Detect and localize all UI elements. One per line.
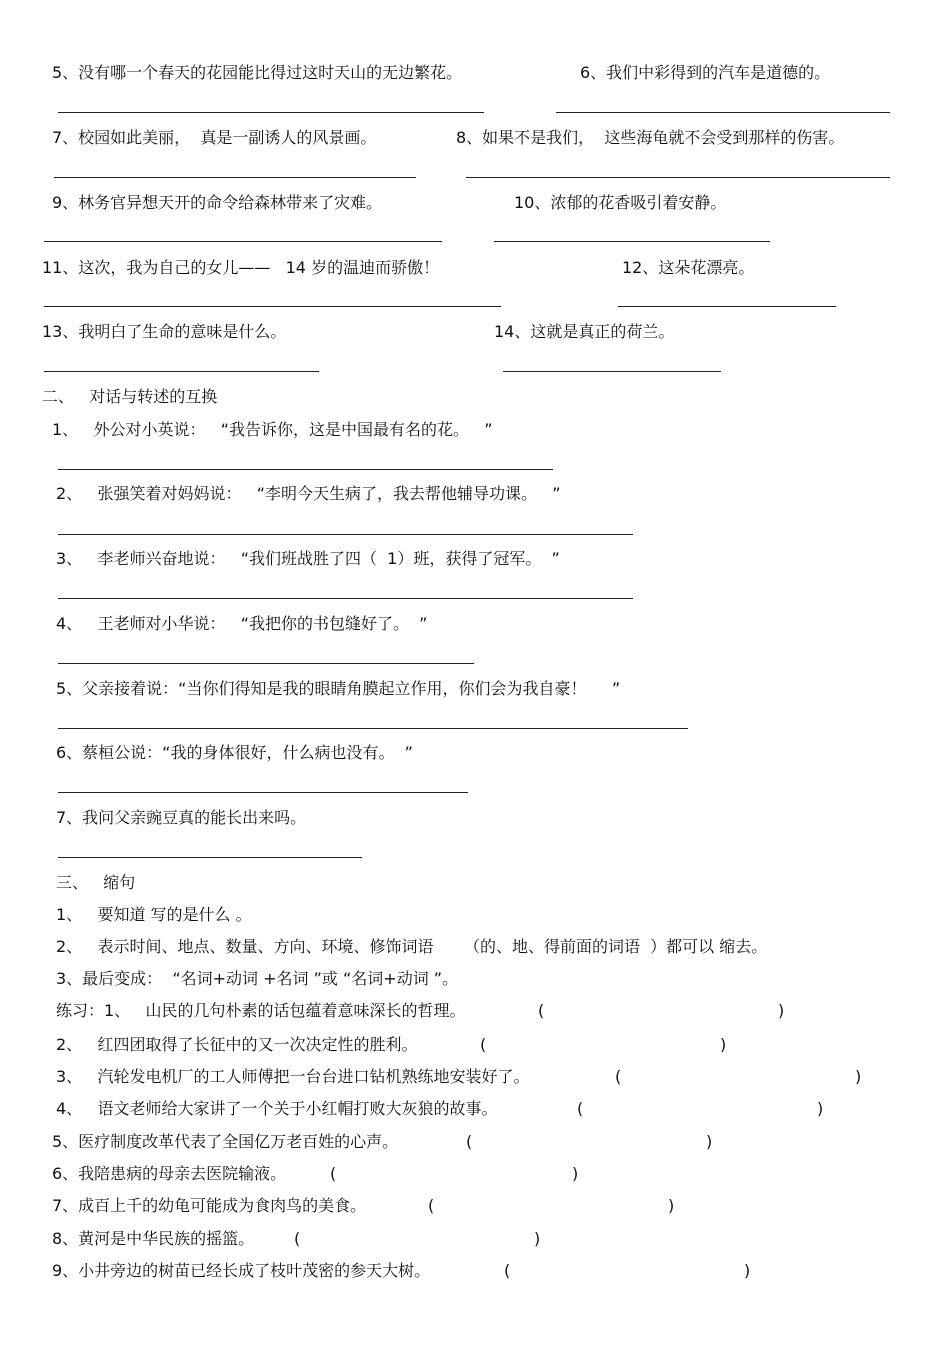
s2-item-4: 4、 王老师对小华说： “我把你的书包缝好了。 ” [56, 614, 428, 633]
answer-line[interactable] [44, 306, 501, 307]
paren-close: ) [720, 1035, 727, 1054]
paren-open: ( [466, 1132, 473, 1151]
s2-item-3: 3、 李老师兴奋地说： “我们班战胜了四（ 1）班，获得了冠军。 ” [56, 549, 560, 568]
s1-item-7: 7、校园如此美丽， 真是一副诱人的风景画。 [52, 128, 377, 147]
paren-close: ) [668, 1196, 675, 1215]
exercise-5: 5、医疗制度改革代表了全国亿万老百姓的心声。 [52, 1132, 399, 1151]
exercise-6: 6、我陪患病的母亲去医院输液。 [52, 1164, 287, 1183]
s1-item-11: 11、这次，我为自己的女儿—— 14 岁的温迪而骄傲！ [42, 258, 440, 277]
s1-item-5: 5、没有哪一个春天的花园能比得过这时天山的无边繁花。 [52, 63, 463, 82]
answer-line[interactable] [58, 728, 688, 729]
paren-open: ( [577, 1099, 584, 1118]
paren-close: ) [706, 1132, 713, 1151]
exercise-8: 8、黄河是中华民族的摇篮。 [52, 1229, 255, 1248]
paren-close: ) [817, 1099, 824, 1118]
s2-item-7: 7、我问父亲豌豆真的能长出来吗。 [56, 808, 307, 827]
answer-line[interactable] [503, 371, 721, 372]
exercise-9: 9、小井旁边的树苗已经长成了枝叶茂密的参天大树。 [52, 1261, 431, 1280]
paren-close: ) [855, 1067, 862, 1086]
paren-open: ( [615, 1067, 622, 1086]
s1-item-6: 6、我们中彩得到的汽车是道德的。 [580, 63, 831, 82]
answer-line[interactable] [466, 177, 890, 178]
paren-close: ) [744, 1261, 751, 1280]
paren-open: ( [480, 1035, 487, 1054]
paren-open: ( [294, 1229, 301, 1248]
answer-line[interactable] [494, 241, 770, 242]
exercise-2: 2、 红四团取得了长征中的又一次决定性的胜利。 [56, 1035, 418, 1054]
rule-2: 2、 表示时间、地点、数量、方向、环境、修饰词语 （的、地、得前面的词语 ）都可以 缩去。 [56, 937, 768, 956]
answer-line[interactable] [618, 306, 836, 307]
answer-line[interactable] [54, 177, 416, 178]
answer-line[interactable] [44, 241, 442, 242]
answer-line[interactable] [556, 112, 890, 113]
paren-open: ( [504, 1261, 511, 1280]
exercise-7: 7、成百上千的幼龟可能成为食肉鸟的美食。 [52, 1196, 367, 1215]
exercise-1: 练习：1、 山民的几句朴素的话包蕴着意味深长的哲理。 [56, 1001, 466, 1020]
answer-line[interactable] [58, 534, 633, 535]
paren-open: ( [330, 1164, 337, 1183]
paren-open: ( [428, 1196, 435, 1215]
paren-close: ) [572, 1164, 579, 1183]
s2-item-2: 2、 张强笑着对妈妈说： “李明今天生病了，我去帮他辅导功课。 ” [56, 484, 561, 503]
answer-line[interactable] [58, 469, 553, 470]
answer-line[interactable] [58, 112, 484, 113]
s1-item-10: 10、浓郁的花香吸引着安静。 [514, 193, 727, 212]
section-2-heading: 二、 对话与转述的互换 [42, 387, 218, 406]
paren-close: ) [778, 1001, 785, 1020]
paren-close: ) [534, 1229, 541, 1248]
s2-item-5: 5、父亲接着说：“当你们得知是我的眼睛角膜起立作用，你们会为我自豪！ ” [56, 679, 621, 698]
exercise-3: 3、 汽轮发电机厂的工人师傅把一台台进口钻机熟练地安装好了。 [56, 1067, 530, 1086]
exercise-4: 4、 语文老师给大家讲了一个关于小红帽打败大灰狼的故事。 [56, 1099, 498, 1118]
s1-item-13: 13、我明白了生命的意味是什么。 [42, 322, 287, 341]
answer-line[interactable] [58, 792, 468, 793]
answer-line[interactable] [44, 371, 319, 372]
answer-line[interactable] [58, 857, 362, 858]
s1-item-12: 12、这朵花漂亮。 [622, 258, 755, 277]
s2-item-6: 6、蔡桓公说：“我的身体很好，什么病也没有。 ” [56, 743, 413, 762]
answer-line[interactable] [58, 598, 633, 599]
section-3-heading: 三、 缩句 [56, 873, 136, 892]
paren-open: ( [538, 1001, 545, 1020]
rule-1: 1、 要知道 写的是什么 。 [56, 905, 252, 924]
s2-item-1: 1、 外公对小英说： “我告诉你，这是中国最有名的花。 ” [52, 420, 493, 439]
answer-line[interactable] [58, 663, 474, 664]
s1-item-9: 9、林务官异想天开的命令给森林带来了灾难。 [52, 193, 383, 212]
s1-item-8: 8、如果不是我们， 这些海龟就不会受到那样的伤害。 [456, 128, 845, 147]
rule-3: 3、最后变成： “名词+动词 +名词 ”或 “名词+动词 ”。 [56, 969, 459, 988]
s1-item-14: 14、这就是真正的荷兰。 [494, 322, 675, 341]
